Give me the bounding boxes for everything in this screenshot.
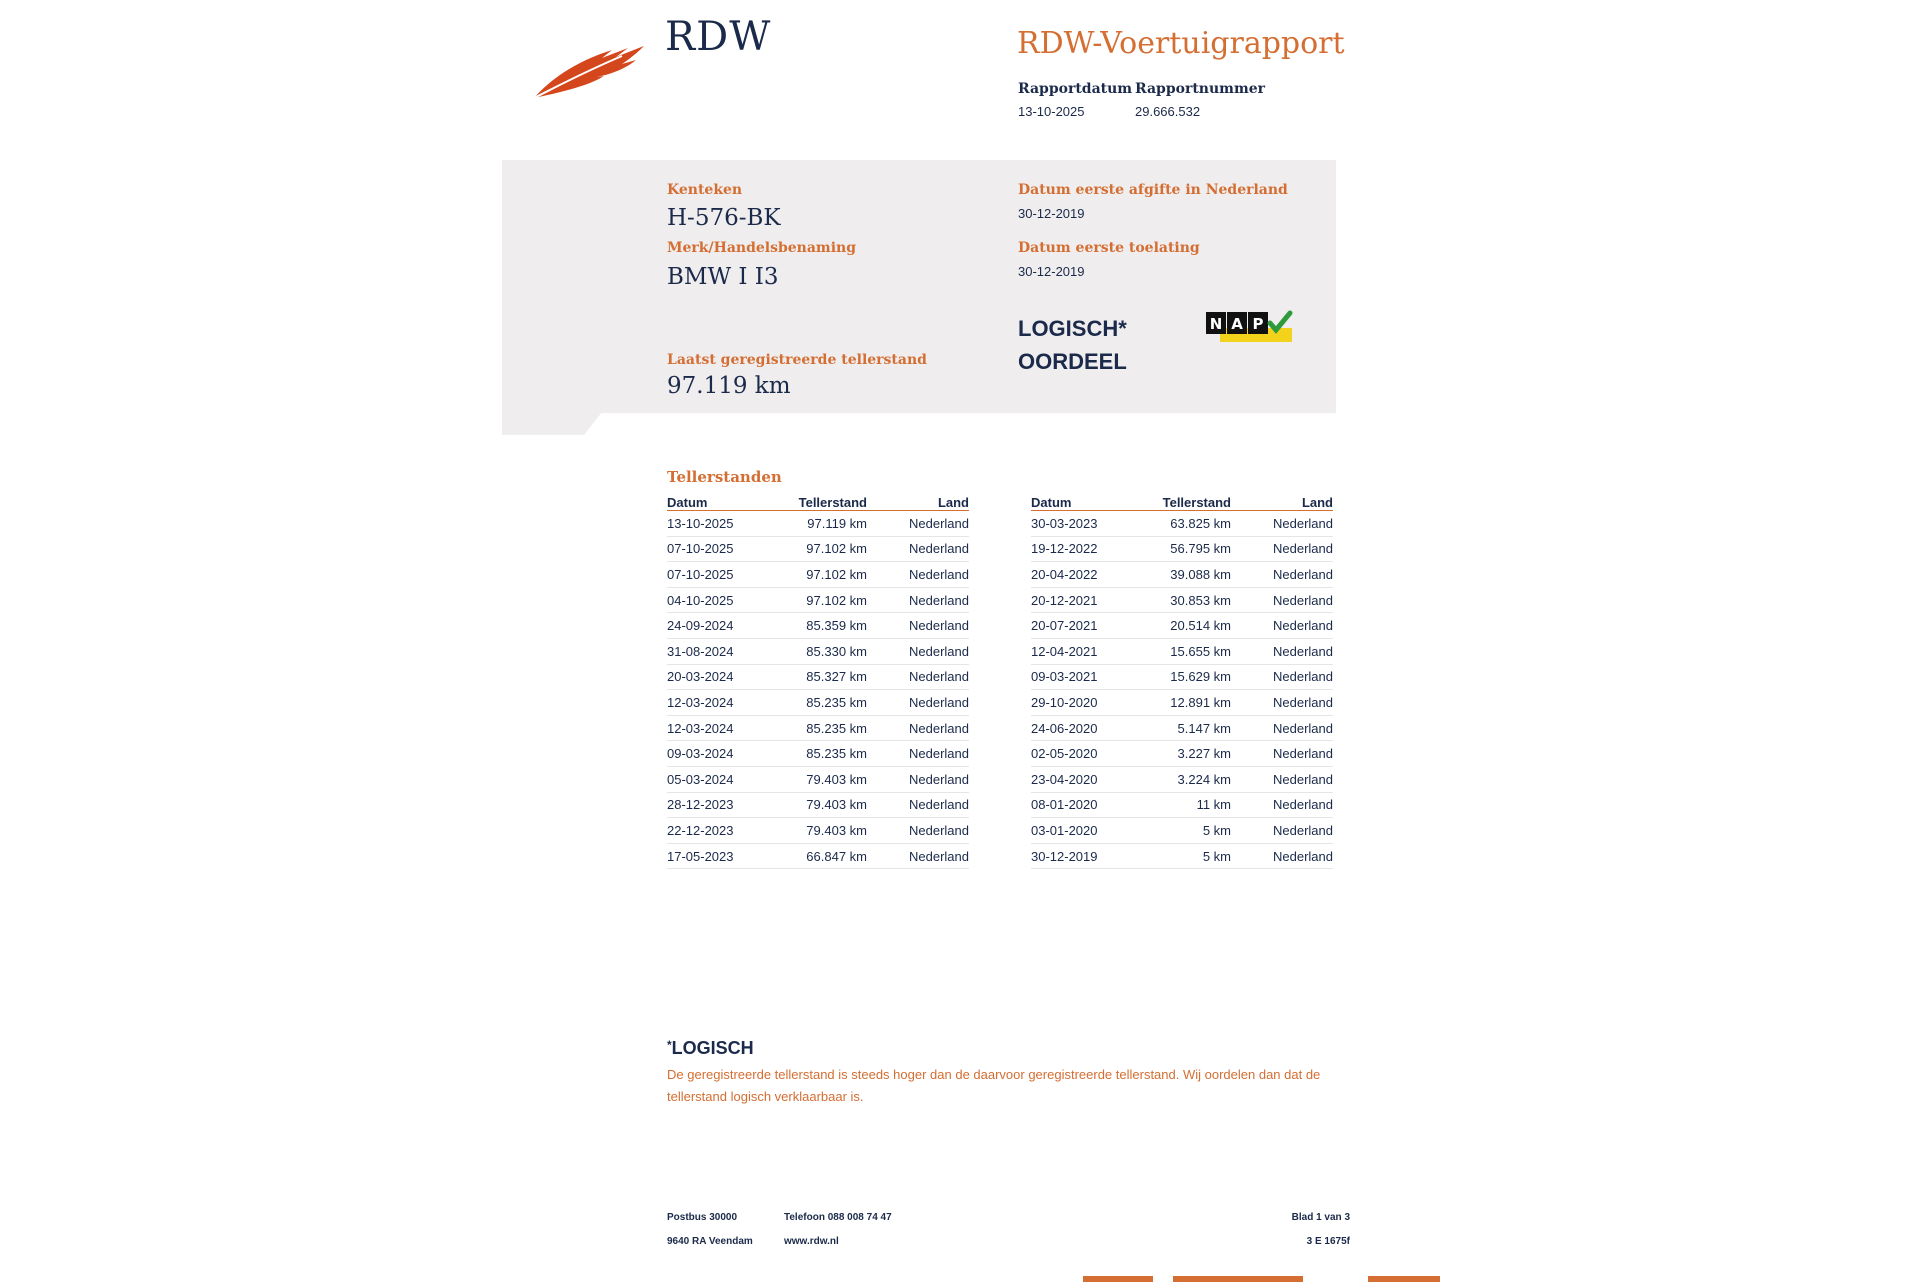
cell-date: 12-03-2024: [667, 690, 777, 716]
cell-country: Nederland: [1231, 741, 1333, 767]
table-row: [667, 690, 969, 716]
col-header-odometer: Tellerstand: [1141, 490, 1231, 511]
cell-date: 07-10-2025: [667, 562, 777, 588]
col-header-date: Datum: [1031, 490, 1141, 511]
cell-country: Nederland: [1231, 715, 1333, 741]
cell-date: 20-07-2021: [1031, 613, 1141, 639]
cell-country: Nederland: [1231, 690, 1333, 716]
cell-odometer: 85.330 km: [777, 638, 867, 664]
cell-odometer: 79.403 km: [777, 766, 867, 792]
cell-country: Nederland: [1231, 536, 1333, 562]
table-row: [667, 638, 969, 664]
report-title: RDW-Voertuigrapport: [1017, 26, 1345, 61]
table-row: [1031, 587, 1333, 613]
cell-date: 24-09-2024: [667, 613, 777, 639]
odometer-section-title: Tellerstanden: [667, 468, 782, 486]
cell-odometer: 85.359 km: [777, 613, 867, 639]
table-row: [1031, 562, 1333, 588]
footer-phone: Telefoon 088 008 74 47: [784, 1212, 892, 1223]
last-odometer-value: 97.119 km: [667, 373, 791, 399]
table-row: [667, 664, 969, 690]
table-row: [667, 587, 969, 613]
cell-date: 22-12-2023: [667, 818, 777, 844]
table-row: [667, 766, 969, 792]
footnote-title-text: LOGISCH: [671, 1038, 754, 1058]
cell-date: 29-10-2020: [1031, 690, 1141, 716]
make-label: Merk/Handelsbenaming: [667, 240, 857, 256]
table-row: [667, 818, 969, 844]
cell-country: Nederland: [867, 562, 969, 588]
odometer-table-left: [667, 490, 969, 869]
table-row: [1031, 638, 1333, 664]
nap-letter-n: N: [1209, 315, 1223, 333]
cell-date: 20-04-2022: [1031, 562, 1141, 588]
footer-code: 3 E 1675f: [1306, 1236, 1350, 1247]
nap-letter-a: A: [1231, 315, 1243, 333]
cell-date: 12-03-2024: [667, 715, 777, 741]
col-header-country: Land: [1231, 490, 1333, 511]
table-row: [1031, 741, 1333, 767]
cell-country: Nederland: [1231, 818, 1333, 844]
cell-date: 19-12-2022: [1031, 536, 1141, 562]
rdw-logo-icon: [532, 40, 648, 100]
cell-odometer: 85.327 km: [777, 664, 867, 690]
cell-country: Nederland: [1231, 587, 1333, 613]
cell-country: Nederland: [1231, 511, 1333, 537]
cell-odometer: 56.795 km: [1141, 536, 1231, 562]
first-admission-date: 30-12-2019: [1018, 264, 1085, 279]
cell-country: Nederland: [1231, 843, 1333, 869]
cell-country: Nederland: [867, 766, 969, 792]
footer-accent-bar: [1173, 1276, 1303, 1282]
first-issue-nl-label: Datum eerste afgifte in Nederland: [1018, 182, 1288, 198]
report-date: 13-10-2025: [1018, 104, 1085, 119]
verdict-line-1: LOGISCH*: [1018, 316, 1127, 341]
cell-country: Nederland: [1231, 766, 1333, 792]
cell-odometer: 39.088 km: [1141, 562, 1231, 588]
verdict: [1018, 312, 1127, 378]
table-header-row: [667, 490, 969, 511]
cell-date: 09-03-2024: [667, 741, 777, 767]
cell-odometer: 85.235 km: [777, 741, 867, 767]
cell-odometer: 5 km: [1141, 818, 1231, 844]
cell-country: Nederland: [1231, 638, 1333, 664]
footer-city: 9640 RA Veendam: [667, 1236, 753, 1247]
cell-country: Nederland: [867, 613, 969, 639]
cell-date: 12-04-2021: [1031, 638, 1141, 664]
footer-website[interactable]: www.rdw.nl: [784, 1236, 839, 1247]
cell-date: 04-10-2025: [667, 587, 777, 613]
cell-odometer: 97.119 km: [777, 511, 867, 537]
cell-country: Nederland: [867, 638, 969, 664]
cell-date: 24-06-2020: [1031, 715, 1141, 741]
verdict-line-2: OORDEEL: [1018, 349, 1127, 374]
footer-accent-bar: [1083, 1276, 1153, 1282]
cell-date: 30-03-2023: [1031, 511, 1141, 537]
make-value: BMW I I3: [667, 264, 779, 290]
footnote-star: *: [667, 1038, 672, 1052]
report-number-label: Rapportnummer: [1135, 81, 1266, 97]
plate-number: H-576-BK: [667, 205, 781, 231]
table-row: [1031, 536, 1333, 562]
table-row: [667, 536, 969, 562]
first-issue-nl-date: 30-12-2019: [1018, 206, 1085, 221]
cell-date: 23-04-2020: [1031, 766, 1141, 792]
cell-country: Nederland: [1231, 562, 1333, 588]
cell-odometer: 15.655 km: [1141, 638, 1231, 664]
table-row: [1031, 664, 1333, 690]
table-row: [667, 562, 969, 588]
table-row: [1031, 715, 1333, 741]
col-header-odometer: Tellerstand: [777, 490, 867, 511]
cell-odometer: 3.227 km: [1141, 741, 1231, 767]
cell-date: 31-08-2024: [667, 638, 777, 664]
table-row: [667, 792, 969, 818]
cell-odometer: 15.629 km: [1141, 664, 1231, 690]
cell-country: Nederland: [867, 741, 969, 767]
table-row: [667, 511, 969, 537]
cell-date: 13-10-2025: [667, 511, 777, 537]
cell-odometer: 12.891 km: [1141, 690, 1231, 716]
cell-date: 28-12-2023: [667, 792, 777, 818]
cell-country: Nederland: [867, 664, 969, 690]
cell-country: Nederland: [867, 690, 969, 716]
cell-date: 20-03-2024: [667, 664, 777, 690]
cell-country: Nederland: [867, 818, 969, 844]
cell-date: 17-05-2023: [667, 843, 777, 869]
cell-odometer: 5 km: [1141, 843, 1231, 869]
table-row: [1031, 690, 1333, 716]
cell-odometer: 97.102 km: [777, 562, 867, 588]
footer-accent-bar: [1368, 1276, 1440, 1282]
rdw-logo-text: RDW: [665, 14, 772, 60]
cell-date: 07-10-2025: [667, 536, 777, 562]
cell-odometer: 5.147 km: [1141, 715, 1231, 741]
cell-odometer: 11 km: [1141, 792, 1231, 818]
nap-letter-p: P: [1252, 315, 1264, 333]
cell-odometer: 97.102 km: [777, 587, 867, 613]
cell-odometer: 30.853 km: [1141, 587, 1231, 613]
odometer-table-right: [1031, 490, 1333, 869]
footer-page-number: Blad 1 van 3: [1291, 1212, 1350, 1223]
cell-date: 08-01-2020: [1031, 792, 1141, 818]
cell-odometer: 85.235 km: [777, 715, 867, 741]
cell-date: 30-12-2019: [1031, 843, 1141, 869]
cell-odometer: 85.235 km: [777, 690, 867, 716]
table-row: [1031, 792, 1333, 818]
cell-country: Nederland: [867, 587, 969, 613]
first-admission-label: Datum eerste toelating: [1018, 240, 1200, 256]
table-row: [667, 741, 969, 767]
panel-tab-shape: [502, 412, 602, 435]
cell-odometer: 79.403 km: [777, 792, 867, 818]
table-row: [1031, 766, 1333, 792]
table-header-row: [1031, 490, 1333, 511]
cell-odometer: 97.102 km: [777, 536, 867, 562]
table-row: [667, 843, 969, 869]
cell-date: 03-01-2020: [1031, 818, 1141, 844]
col-header-country: Land: [867, 490, 969, 511]
cell-date: 05-03-2024: [667, 766, 777, 792]
footnote-text: De geregistreerde tellerstand is steeds hoger dan de daarvoor geregistreerde tellerstand. Wij oordelen dan dat de tellerstand logisch verklaarbaar is.: [667, 1067, 1321, 1104]
footer-po-box: Postbus 30000: [667, 1212, 738, 1223]
cell-odometer: 79.403 km: [777, 818, 867, 844]
cell-country: Nederland: [867, 536, 969, 562]
cell-country: Nederland: [1231, 613, 1333, 639]
last-odometer-label: Laatst geregistreerde tellerstand: [667, 352, 927, 368]
table-row: [1031, 843, 1333, 869]
footnote-title: [667, 1038, 754, 1059]
table-row: [667, 613, 969, 639]
cell-odometer: 3.224 km: [1141, 766, 1231, 792]
report-number: 29.666.532: [1135, 104, 1201, 119]
table-row: [1031, 818, 1333, 844]
cell-country: Nederland: [867, 843, 969, 869]
col-header-date: Datum: [667, 490, 777, 511]
table-row: [1031, 511, 1333, 537]
report-date-label: Rapportdatum: [1018, 81, 1133, 97]
cell-date: 02-05-2020: [1031, 741, 1141, 767]
cell-odometer: 66.847 km: [777, 843, 867, 869]
cell-country: Nederland: [867, 792, 969, 818]
plate-label: Kenteken: [667, 182, 743, 198]
table-row: [667, 715, 969, 741]
nap-check-icon: [1206, 310, 1294, 344]
cell-country: Nederland: [1231, 664, 1333, 690]
cell-date: 09-03-2021: [1031, 664, 1141, 690]
cell-date: 20-12-2021: [1031, 587, 1141, 613]
cell-country: Nederland: [1231, 792, 1333, 818]
cell-odometer: 63.825 km: [1141, 511, 1231, 537]
table-row: [1031, 613, 1333, 639]
cell-country: Nederland: [867, 715, 969, 741]
cell-country: Nederland: [867, 511, 969, 537]
cell-odometer: 20.514 km: [1141, 613, 1231, 639]
